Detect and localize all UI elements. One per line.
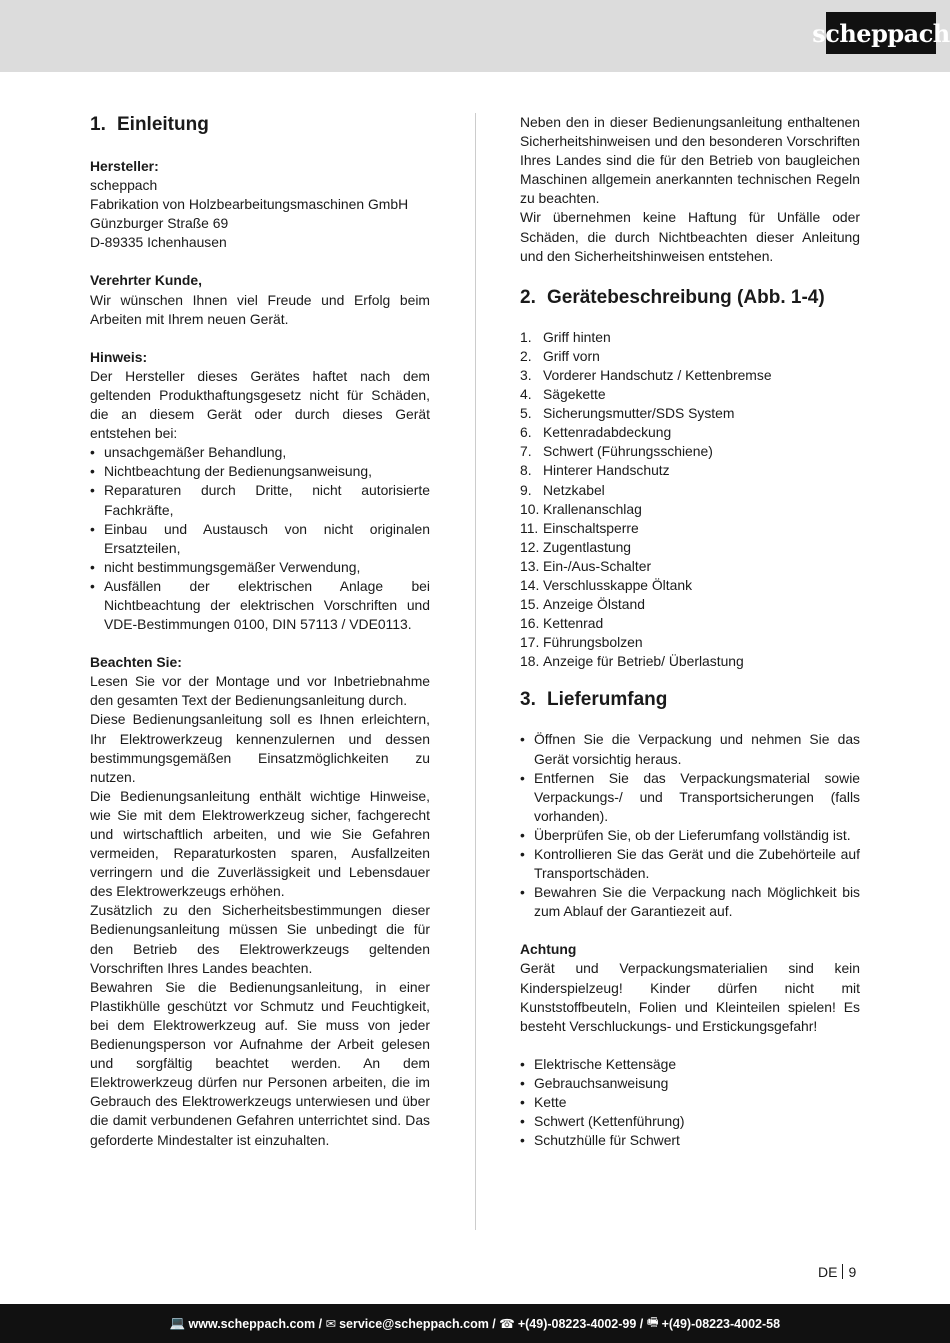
part-item: 16. Kettenrad bbox=[520, 615, 604, 632]
page-header bbox=[0, 0, 950, 72]
part-item: 6. Kettenradabdeckung bbox=[520, 424, 672, 441]
list-item: • Kette bbox=[520, 1093, 860, 1112]
footer-phone: +(49)-08223-4002-99 bbox=[517, 1316, 637, 1331]
scheppach-logo: scheppach bbox=[826, 12, 936, 54]
part-item: 8. Hinterer Handschutz bbox=[520, 462, 670, 479]
contents-list bbox=[520, 1055, 860, 1150]
page-lang: DE bbox=[818, 1264, 838, 1280]
left-column bbox=[90, 113, 430, 1150]
column-divider bbox=[475, 113, 476, 1230]
part-item: 7. Schwert (Führungsschiene) bbox=[520, 443, 713, 460]
footer-separator: / bbox=[488, 1316, 500, 1331]
footer-fax: +(49)-08223-4002-58 bbox=[661, 1316, 781, 1331]
part-item: 13. Ein-/Aus-Schalter bbox=[520, 557, 652, 574]
section-1-heading: 1. Einleitung bbox=[90, 114, 209, 135]
part-item: 11. Einschaltsperre bbox=[520, 519, 639, 536]
beachten-paragraph: Bewahren Sie die Bedienungsanleitung, in einer Plastikhülle geschützt vor Schmutz und Feuchtigkeit, bei dem Elektrowerkzeug auf. Sie muss von jeder Bedienungsperson vor Aufnahme der Arbeit gelesen und sorgfältig beachtet werden. An dem Elektrowerkzeug dürfen nur Personen arbeiten, die im Gebrauch des Elektrowerkzeugs unterwiesen und über die damit verbundenen Gefahren unterrichtet sind. Das geforderte Mindestalter ist einzuhalten. bbox=[90, 978, 430, 1148]
beachten-paragraph: Zusätzlich zu den Sicherheitsbestimmungen dieser Bedienungsanleitung müssen Sie unbedingt die für den Betrieb des Elektrowerkzeugs geltenden Vorschriften Ihres Landes beachten. bbox=[90, 902, 430, 976]
mail-icon: ✉ bbox=[325, 1317, 337, 1331]
list-item: • Schutzhülle für Schwert bbox=[520, 1131, 860, 1150]
footer-separator: / bbox=[636, 1316, 647, 1331]
beachten-paragraph: Die Bedienungsanleitung enthält wichtige Hinweise, wie Sie mit dem Elektrowerkzeug sicher, fachgerecht und wirtschaftlich arbeiten, und wie Sie Gefahren vermeiden, Reparaturkosten sparen, Ausfallzeiten verringern und die Zuverlässigkeit und Lebensdauer des Elektrowerkzeugs erhöhen. bbox=[90, 787, 430, 900]
kunde-label: Verehrter Kunde, bbox=[90, 272, 202, 289]
hinweis-label: Hinweis: bbox=[90, 348, 148, 365]
footer-separator: / bbox=[315, 1316, 326, 1331]
part-item: 4. Sägekette bbox=[520, 386, 606, 403]
list-item: • Ausfällen der elektrischen Anlage bei Nichtbeachtung der elektrischen Vorschriften und VDE-Bestimmungen 0100, DIN 57113 / VDE0113. bbox=[90, 577, 430, 634]
part-item: 18. Anzeige für Betrieb/ Überlastung bbox=[520, 653, 744, 670]
lieferumfang-list bbox=[520, 730, 860, 921]
part-item: 5. Sicherungsmutter/SDS System bbox=[520, 405, 735, 422]
computer-icon: 💻 bbox=[169, 1316, 186, 1330]
kunde-text: Wir wünschen Ihnen viel Freude und Erfolg beim Arbeiten mit Ihrem neuen Gerät. bbox=[90, 291, 430, 327]
footer-email[interactable]: service@scheppach.com bbox=[339, 1316, 489, 1331]
hinweis-text: Der Hersteller dieses Gerätes haftet nach dem geltenden Produkthaftungsgesetz nicht für Schäden, die an diesem Gerät oder durch dieses Gerät entstehen bei: bbox=[90, 367, 430, 442]
part-item: 3. Vorderer Handschutz / Kettenbremse bbox=[520, 366, 772, 383]
achtung-label: Achtung bbox=[520, 941, 577, 958]
part-item: 12. Zugentlastung bbox=[520, 538, 632, 555]
beachten-paragraph: Diese Bedienungsanleitung soll es Ihnen erleichtern, Ihr Elektrowerkzeug kennenzulernen und dessen bestimmungsgemäßen Einsatzmöglichkeiten zu nutzen. bbox=[90, 711, 430, 785]
phone-icon: ☎ bbox=[499, 1317, 515, 1331]
page-number bbox=[818, 1264, 856, 1280]
part-item: 10. Krallenanschlag bbox=[520, 500, 642, 517]
hersteller-line: scheppach bbox=[90, 177, 158, 194]
intro-paragraph: Wir übernehmen keine Haftung für Unfälle oder Schäden, die durch Nichtbeachten dieser Anleitung und den Sicherheitshinweisen entstehen. bbox=[520, 209, 860, 264]
beachten-label: Beachten Sie: bbox=[90, 654, 182, 671]
section-3-heading: 3. Lieferumfang bbox=[520, 689, 668, 711]
part-item: 17. Führungsbolzen bbox=[520, 634, 643, 651]
list-item: • unsachgemäßer Behandlung, bbox=[90, 443, 430, 462]
hinweis-list bbox=[90, 443, 430, 634]
hersteller-line: Günzburger Straße 69 bbox=[90, 215, 229, 232]
list-item: • Überprüfen Sie, ob der Lieferumfang vollständig ist. bbox=[520, 826, 860, 845]
list-item: • Elektrische Kettensäge bbox=[520, 1055, 860, 1074]
list-item: • Kontrollieren Sie das Gerät und die Zubehörteile auf Transportschäden. bbox=[520, 845, 860, 883]
list-item: • Einbau und Austausch von nicht originalen Ersatzteilen, bbox=[90, 520, 430, 558]
part-item: 14. Verschlusskappe Öltank bbox=[520, 576, 693, 593]
right-column bbox=[520, 113, 860, 1150]
intro-paragraph: Neben den in dieser Bedienungsanleitung enthaltenen Sicherheitshinweisen und den besonderen Vorschriften Ihres Landes sind die für den Betrieb von baugleichen Maschinen allgemein anerkannten technischen Regeln zu beachten. bbox=[520, 114, 860, 207]
part-item: 1. Griff hinten bbox=[520, 328, 611, 345]
part-item: 2. Griff vorn bbox=[520, 347, 600, 364]
list-item: • Bewahren Sie die Verpackung nach Möglichkeit bis zum Ablauf der Garantiezeit auf. bbox=[520, 883, 860, 921]
list-item: • Schwert (Kettenführung) bbox=[520, 1112, 860, 1131]
list-item: • Entfernen Sie das Verpackungsmaterial sowie Verpackungs-/ und Transportsicherungen (falls vorhanden). bbox=[520, 769, 860, 826]
list-item: • Reparaturen durch Dritte, nicht autorisierte Fachkräfte, bbox=[90, 481, 430, 519]
achtung-text: Gerät und Verpackungsmaterialien sind kein Kinderspielzeug! Kinder dürfen nicht mit Kunststoffbeuteln, Folien und Kleinteilen spielen! Es besteht Verschluckungs- und Erstickungsgefahr! bbox=[520, 960, 860, 1034]
list-item: • nicht bestimmungsgemäßer Verwendung, bbox=[90, 558, 430, 577]
page-footer bbox=[0, 1304, 950, 1343]
section-2-heading: 2. Gerätebeschreibung (Abb. 1-4) bbox=[520, 286, 825, 308]
part-item: 15. Anzeige Ölstand bbox=[520, 596, 645, 613]
list-item: • Nichtbeachtung der Bedienungsanweisung, bbox=[90, 462, 430, 481]
page-number-value: 9 bbox=[848, 1264, 857, 1280]
page-separator bbox=[842, 1264, 843, 1279]
hersteller-line: D-89335 Ichenhausen bbox=[90, 234, 227, 251]
list-item: • Gebrauchsanweisung bbox=[520, 1074, 860, 1093]
hersteller-label: Hersteller: bbox=[90, 158, 159, 174]
fax-icon: 🖷 bbox=[646, 1315, 659, 1329]
list-item: • Öffnen Sie die Verpackung und nehmen Sie das Gerät vorsichtig heraus. bbox=[520, 730, 860, 768]
parts-list bbox=[520, 328, 860, 672]
part-item: 9. Netzkabel bbox=[520, 481, 605, 498]
footer-website[interactable]: www.scheppach.com bbox=[188, 1316, 316, 1331]
hersteller-line: Fabrikation von Holzbearbeitungsmaschinen GmbH bbox=[90, 196, 409, 213]
beachten-paragraph: Lesen Sie vor der Montage und vor Inbetriebnahme den gesamten Text der Bedienungsanleitung durch. bbox=[90, 673, 430, 709]
